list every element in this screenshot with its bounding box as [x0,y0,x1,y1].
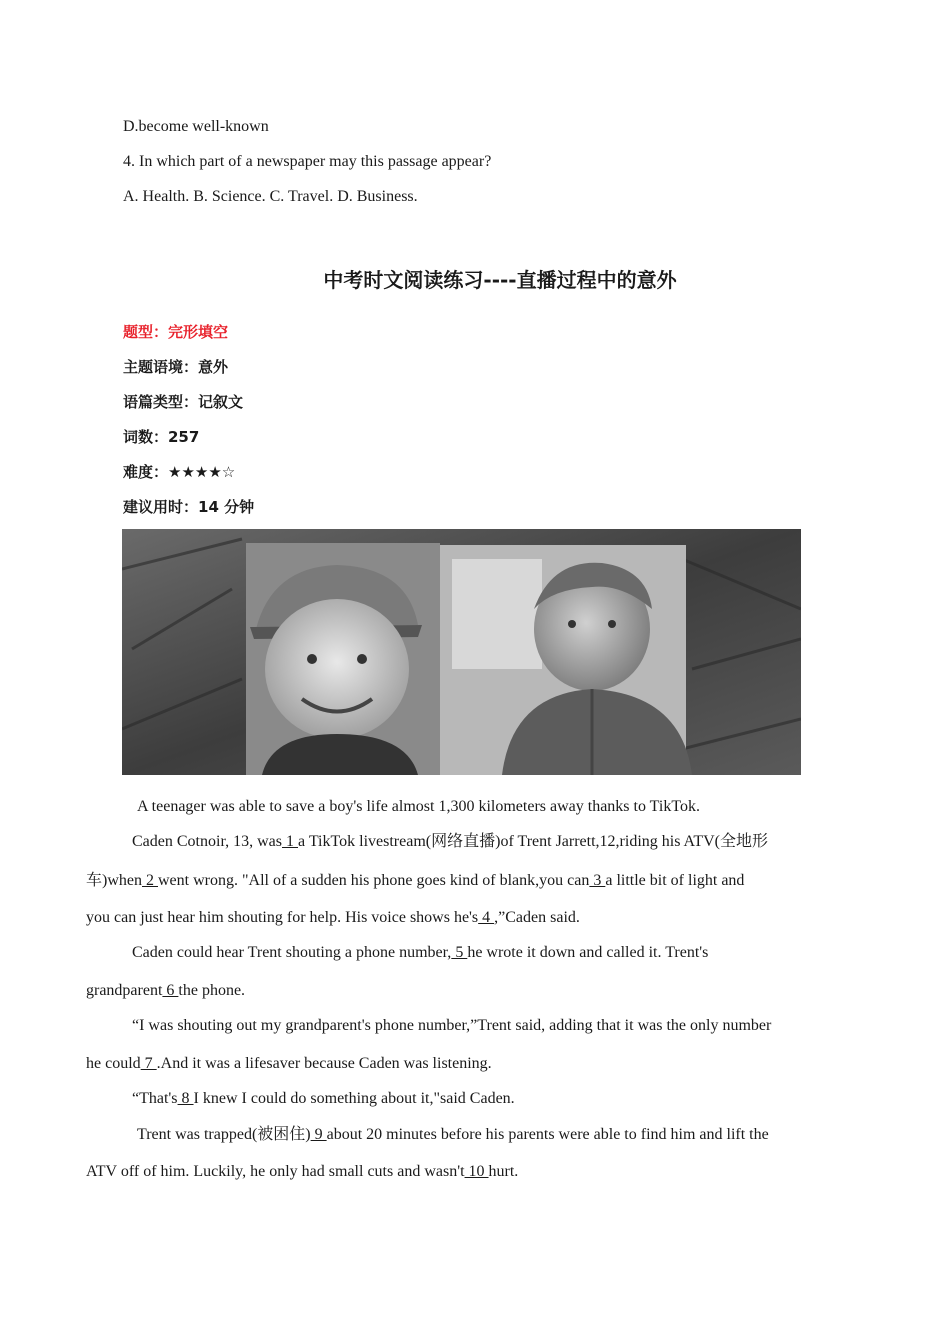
text: a little bit of light and [605,872,745,889]
blank-3: 3 [589,872,606,889]
passage-p4-line2 [86,1054,492,1074]
meta-theme: 主题语境：意外 [123,358,229,376]
text: went wrong. "All of a sudden his phone goes kind of blank,you can [158,872,590,889]
blank-9: 9 [310,1126,327,1143]
blank-1: 1 [282,833,299,850]
blank-7: 7 [140,1055,157,1072]
blank-2: 2 [142,872,158,889]
passage-p2-line1 [132,832,768,852]
text: ATV off of him. Luckily, he only had small cuts and wasn't [86,1163,465,1180]
text: hurt. [488,1163,519,1180]
text: Trent was trapped(被困住) [137,1126,311,1143]
passage-p5 [132,1089,515,1109]
text: “That's [132,1090,178,1107]
text: .And it was a lifesaver because Caden was listening. [156,1055,492,1072]
question-4: 4. In which part of a newspaper may this passage appear? [123,153,492,170]
text: I knew I could do something about it,"said Caden. [193,1090,515,1107]
passage-p6-line2 [86,1162,518,1182]
blank-10: 10 [464,1163,489,1180]
blank-6: 6 [162,982,179,999]
text: ,”Caden said. [494,909,580,926]
passage-p6-line1 [137,1125,769,1145]
passage-p1: A teenager was able to save a boy's life almost 1,300 kilometers away thanks to TikTok. [137,798,700,815]
text: Caden Cotnoir, 13, was [132,833,283,850]
text: grandparent [86,982,163,999]
passage-p2-line3 [86,908,580,928]
text: about 20 minutes before his parents were able to find him and lift the [326,1126,769,1143]
text: he wrote it down and called it. Trent's [467,944,709,961]
text: he could [86,1055,141,1072]
text: you can just hear him shouting for help. His voice shows he's [86,909,479,926]
blank-8: 8 [177,1090,194,1107]
text: a TikTok livestream(网络直播)of Trent Jarrett,12,riding his ATV(全地形 [298,833,768,850]
text: 车)when [86,872,142,889]
blank-5: 5 [451,944,468,961]
text: Caden could hear Trent shouting a phone number, [132,944,452,961]
passage-p4-line1: “I was shouting out my grandparent's phone number,”Trent said, adding that it was the only number [132,1017,772,1034]
photo-illustration [122,529,801,775]
question-4-options: A. Health. B. Science. C. Travel. D. Business. [123,188,418,205]
meta-difficulty: 难度：★★★★☆ [123,463,236,481]
meta-word-count: 词数：257 [123,428,200,446]
blank-4: 4 [478,909,495,926]
passage-p3-line2 [86,981,245,1001]
meta-type: 题型：完形填空 [123,323,229,341]
passage-p3-line1 [132,943,708,963]
page-title: 中考时文阅读练习----直播过程中的意外 [323,268,677,292]
option-d: D.become well-known [123,118,269,135]
passage-p2-line2 [86,871,744,891]
photo-two-boys [122,529,801,775]
meta-genre: 语篇类型：记叙文 [123,393,244,411]
meta-suggested-time: 建议用时：14 分钟 [123,498,255,516]
text: the phone. [178,982,246,999]
